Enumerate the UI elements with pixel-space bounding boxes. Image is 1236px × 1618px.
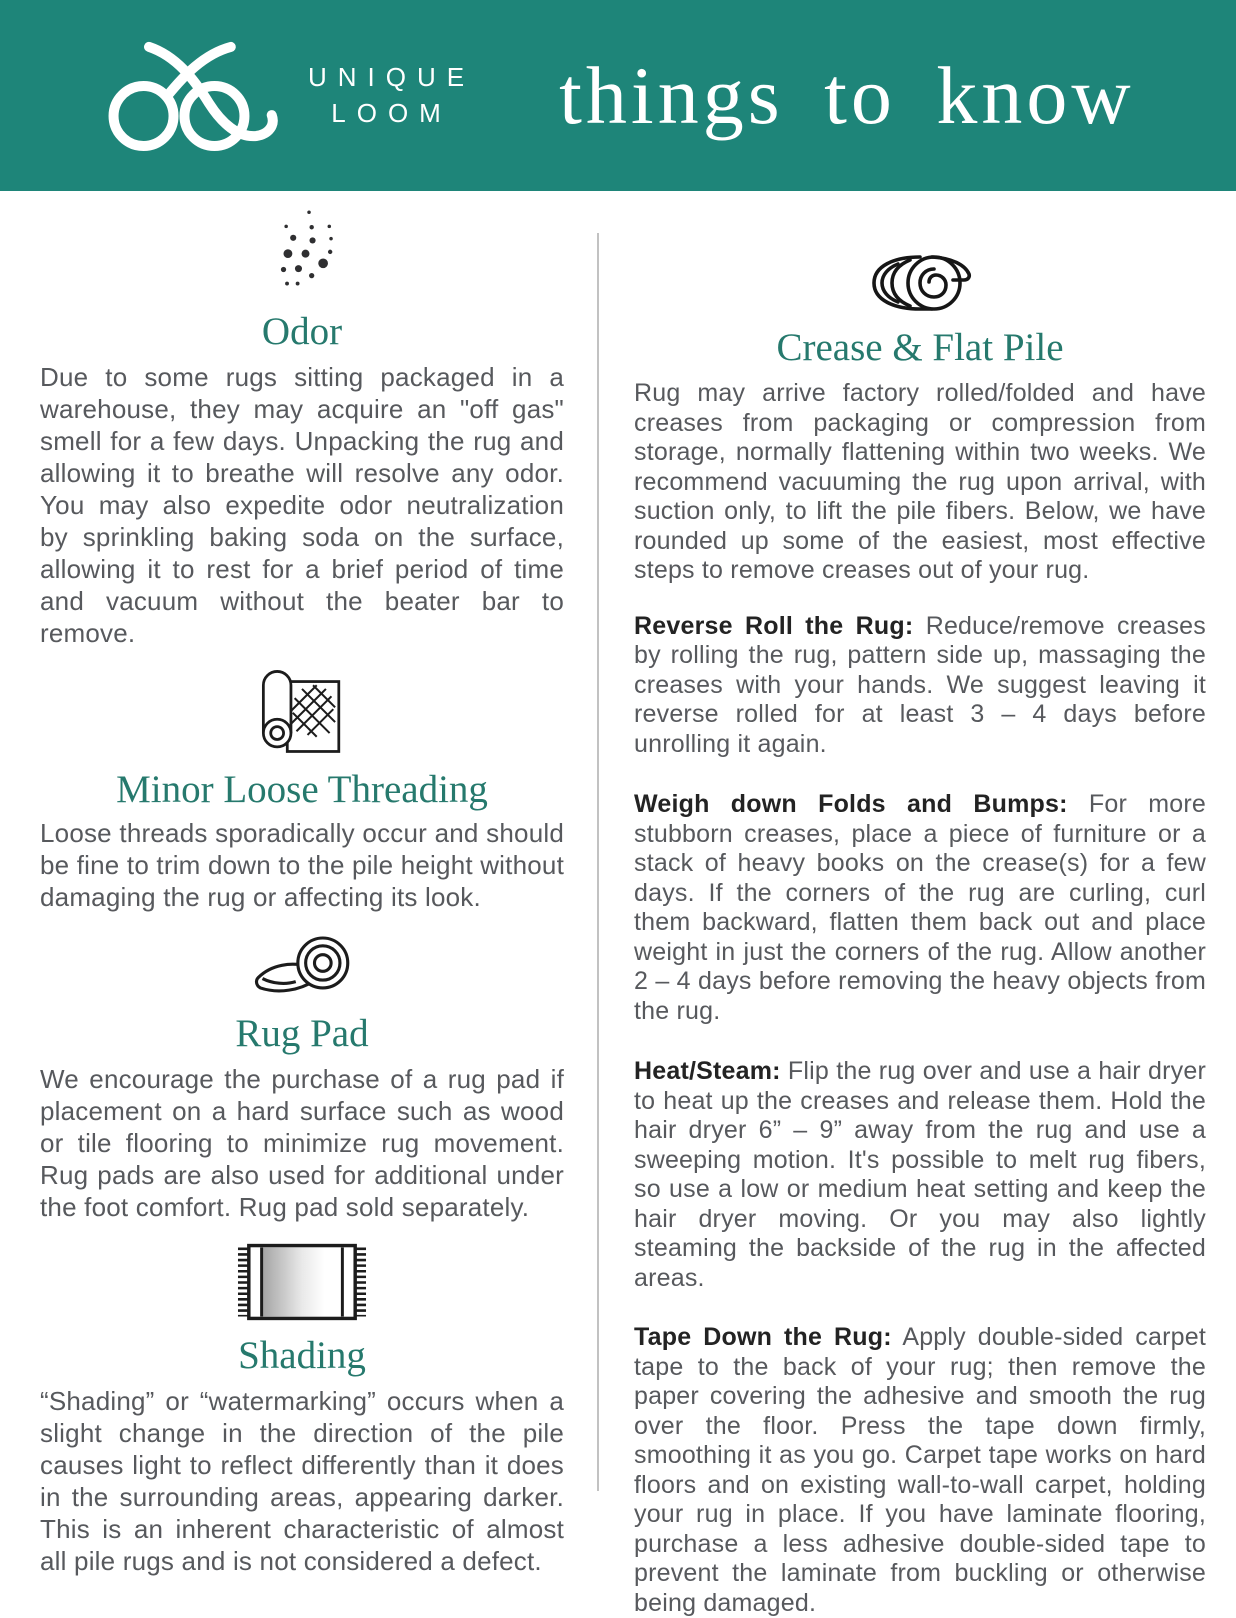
section-heading: Minor Loose Threading (116, 768, 488, 811)
left-column (40, 191, 564, 1577)
tip-reverse-roll (634, 612, 1206, 760)
section-heading: Rug Pad (235, 1012, 369, 1055)
section-odor (40, 207, 564, 649)
section-heading: Crease & Flat Pile (776, 326, 1064, 369)
tip-label: Heat/Steam: (634, 1057, 781, 1085)
tip-label: Weigh down Folds and Bumps: (634, 790, 1068, 818)
tip-heat-steam (634, 1057, 1206, 1293)
tip-text: Apply double-sided carpet tape to the back of your rug; then remove the paper covering the adhesive and smooth the rug over the floor. Press the tape down firmly, smoothing it as you go. Carpet tape works on hard floors and on existing wall-to-wall carpet, holding your rug in place. If you have laminate flooring, purchase a less adhesive double-sided tape to prevent the laminate from buckling or otherwise being damaged. (634, 1323, 1206, 1617)
section-shading (40, 1241, 564, 1577)
section-heading: Odor (261, 310, 343, 353)
brand-wordmark (308, 60, 475, 130)
column-divider (597, 233, 599, 1491)
odor-speckles-icon (40, 207, 564, 295)
brand-line-unique: UNIQUE (308, 62, 476, 93)
tip-weigh-down (634, 790, 1206, 1026)
tip-tape-down (634, 1323, 1206, 1618)
unique-loom-logo-icon (96, 36, 292, 156)
section-rug-pad (40, 931, 564, 1223)
section-minor-loose-threading (40, 665, 564, 913)
tip-text: Flip the rug over and use a hair dryer to heat up the creases and release them. Hold the hair dryer 6” – 9” away from the rug and use a sweeping motion. It's possible to melt rug fibers, so use a low or medium heat setting and keep the hair dryer moving. Or you may also lightly steaming the backside of the rug in the affected areas. (634, 1057, 1206, 1292)
section-body: “Shading” or “watermarking” occurs when a slight change in the direction of the pile causes light to reflect differently than it does in the surrounding areas, appearing darker. This is an inherent characteristic of almost all pile rugs and is not considered a defect. (40, 1386, 564, 1576)
rug-pad-roll-icon (40, 931, 564, 997)
page-title: things to know (559, 49, 1135, 141)
section-heading: Shading (238, 1334, 366, 1377)
tip-text: Reduce/remove creases by rolling the rug, pattern side up, massaging the creases with your hands. We suggest leaving it reverse rolled for at least 3 – 4 days before unrolling it again. (634, 611, 1206, 758)
rolled-rug-side-icon (634, 253, 1206, 313)
shaded-rug-icon (40, 1241, 564, 1323)
section-crease-flat-pile (634, 253, 1206, 586)
section-body: Due to some rugs sitting packaged in a warehouse, they may acquire an "off gas" smell for a few days. Unpacking the rug and allowing it to breathe will resolve any odor. You may also expedite odor neutralization by sprinkling baking soda on the surface, allowing it to rest for a brief period of time and vacuum without the beater bar to remove. (40, 362, 564, 648)
tip-label: Tape Down the Rug: (634, 1323, 892, 1351)
header-banner (0, 0, 1236, 191)
section-body: We encourage the purchase of a rug pad if placement on a hard surface such as wood or tile flooring to minimize rug movement. Rug pads are also used for additional under the foot comfort. Rug pad sold separately. (40, 1064, 564, 1222)
tip-label: Reverse Roll the Rug: (634, 611, 914, 640)
section-body: Loose threads sporadically occur and should be fine to trim down to the pile height without damaging the rug or affecting its look. (40, 818, 564, 912)
right-column (634, 191, 1206, 1618)
section-body: Rug may arrive factory rolled/folded and have creases from packaging or compression from storage, normally flattening within two weeks. We recommend vacuuming the rug upon arrival, with suction only, to lift the pile fibers. Below, we have rounded up some of the easiest, most effective steps to remove creases out of your rug. (634, 379, 1206, 584)
brand-line-loom: LOOM (331, 97, 452, 128)
tip-text: For more stubborn creases, place a piece of furniture or a stack of heavy books on the crease(s) for a few days. If the corners of the rug are curling, curl them backward, flatten them back out and place weight in just the corners of the rug. Allow another 2 – 4 days before removing the heavy objects from the rug. (634, 790, 1206, 1025)
loose-thread-rug-roll-icon (40, 665, 564, 757)
